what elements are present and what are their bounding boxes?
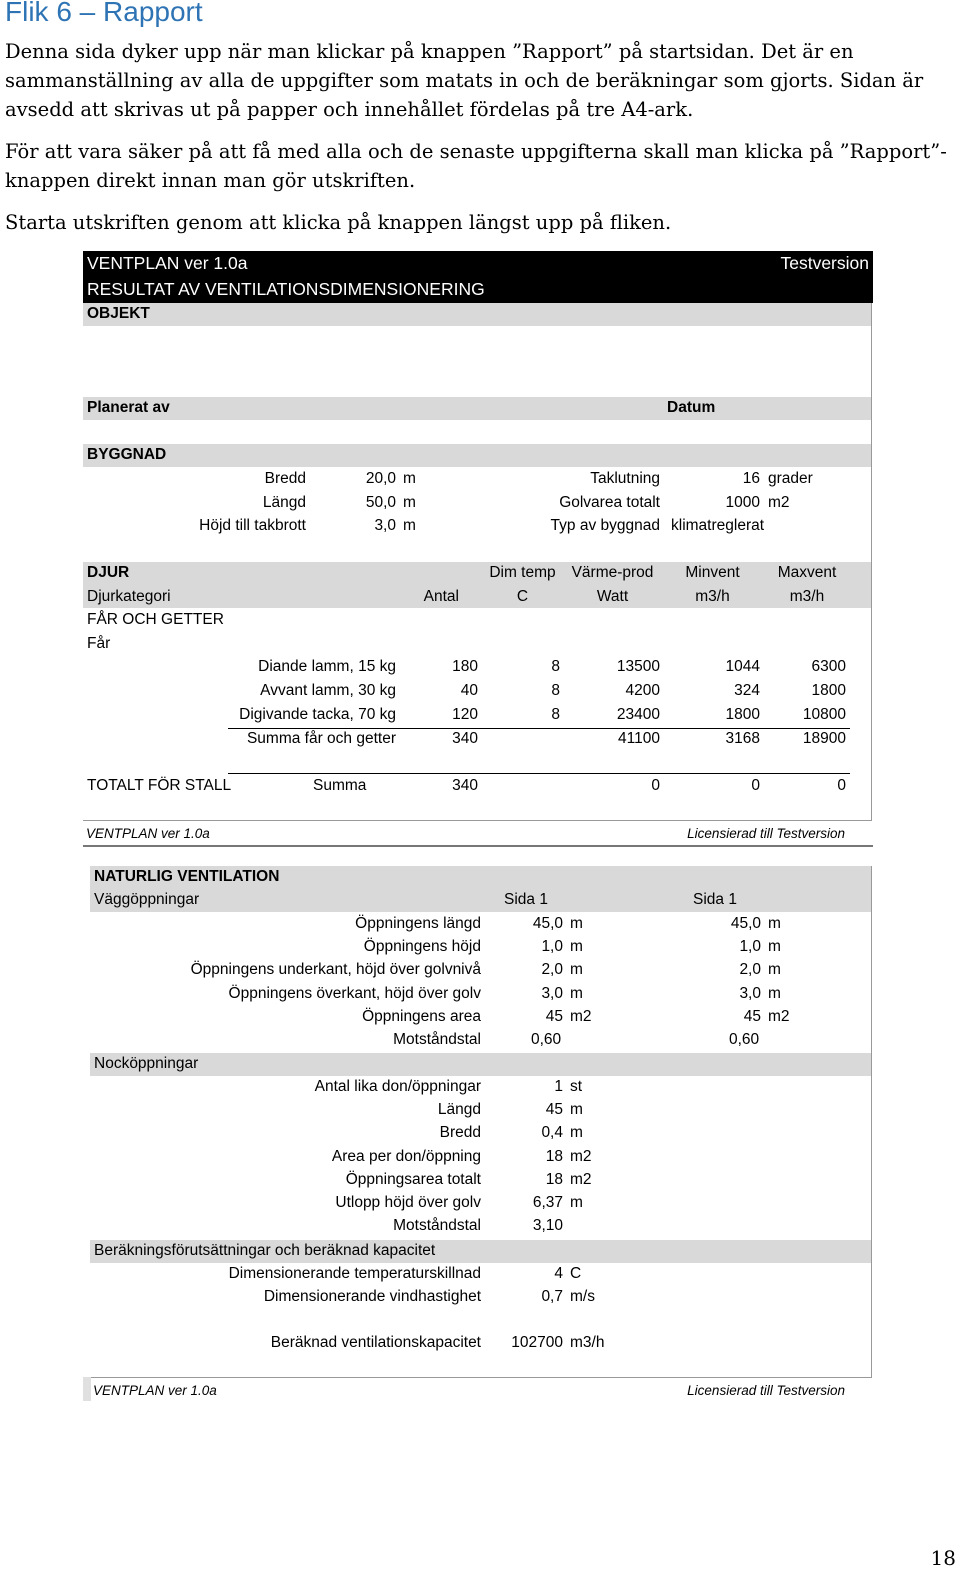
calculation-section-label: Beräkningsförutsättningar och beräknad kapacitet bbox=[94, 1242, 436, 1259]
cell: 340 bbox=[452, 777, 478, 794]
unit: m bbox=[570, 961, 583, 978]
cell: 102700 bbox=[511, 1334, 563, 1351]
byggnad-label: Taklutning bbox=[590, 470, 660, 487]
unit: m bbox=[570, 985, 583, 1002]
row-label: Summa får och getter bbox=[246, 730, 396, 747]
page-heading: Flik 6 – Rapport bbox=[5, 0, 203, 27]
unit: m/s bbox=[570, 1288, 595, 1305]
unit: m bbox=[768, 961, 781, 978]
page-number: 18 bbox=[930, 1546, 956, 1570]
cell: 1800 bbox=[725, 706, 760, 723]
column-header: Dim temp bbox=[489, 564, 556, 581]
row-label: Utlopp höjd över golv bbox=[335, 1194, 481, 1211]
row-label: Motståndstal bbox=[393, 1217, 481, 1234]
side-header: Sida 1 bbox=[504, 891, 548, 908]
cell: 1 bbox=[554, 1078, 563, 1095]
row-label: Öppningens underkant, höjd över golvnivå bbox=[190, 961, 481, 978]
sheet-edge bbox=[83, 1377, 91, 1401]
unit: m2 bbox=[570, 1148, 592, 1165]
app-title: VENTPLAN ver 1.0a bbox=[87, 253, 248, 273]
cell: 8 bbox=[551, 658, 560, 675]
row-label: Antal lika don/öppningar bbox=[314, 1078, 481, 1095]
row-label: Area per don/öppning bbox=[331, 1148, 481, 1165]
cell: 120 bbox=[452, 706, 478, 723]
row-label: Dimensionerande vindhastighet bbox=[263, 1288, 481, 1305]
byggnad-unit: grader bbox=[768, 470, 813, 487]
byggnad-value: 50,0 bbox=[365, 494, 396, 511]
cell: 45 bbox=[545, 1008, 563, 1025]
cell: 0 bbox=[837, 777, 846, 794]
cell: 45,0 bbox=[532, 915, 563, 932]
cell: 0,60 bbox=[729, 1031, 760, 1048]
cell: 4200 bbox=[625, 682, 660, 699]
byggnad-label: Höjd till takbrott bbox=[199, 517, 306, 534]
column-header: Minvent bbox=[685, 564, 740, 581]
row-label: Summa bbox=[313, 777, 367, 794]
footer-right: Licensierad till Testversion bbox=[687, 1383, 845, 1398]
animal-category: FÅR OCH GETTER bbox=[87, 611, 224, 628]
cell: 6300 bbox=[811, 658, 846, 675]
unit: m bbox=[768, 938, 781, 955]
byggnad-value: klimatreglerat bbox=[671, 517, 765, 534]
cell: 45,0 bbox=[730, 915, 761, 932]
byggnad-value: 16 bbox=[742, 470, 760, 487]
cell: 0 bbox=[751, 777, 760, 794]
cell: 0 bbox=[651, 777, 660, 794]
unit: m bbox=[768, 985, 781, 1002]
column-header: Maxvent bbox=[777, 564, 837, 581]
report-frame bbox=[83, 303, 872, 821]
cell: 0,4 bbox=[541, 1124, 563, 1141]
animal-subcategory: Får bbox=[87, 635, 111, 652]
cell: 18 bbox=[545, 1148, 563, 1165]
row-label: Avvant lamm, 30 kg bbox=[260, 682, 396, 699]
column-header: Watt bbox=[596, 588, 629, 605]
byggnad-unit: m bbox=[403, 494, 416, 511]
byggnad-label: Golvarea totalt bbox=[559, 494, 660, 511]
byggnad-value: 3,0 bbox=[374, 517, 396, 534]
byggnad-title: BYGGNAD bbox=[87, 446, 167, 463]
cell: 1044 bbox=[725, 658, 760, 675]
unit: m bbox=[570, 915, 583, 932]
unit: m2 bbox=[570, 1171, 592, 1188]
cell: 0,7 bbox=[541, 1288, 563, 1305]
column-header: Antal bbox=[423, 588, 459, 605]
paragraph-2 bbox=[5, 137, 950, 195]
row-label: Diande lamm, 15 kg bbox=[258, 658, 396, 675]
total-label: TOTALT FÖR STALL bbox=[87, 777, 232, 794]
cell: 3,0 bbox=[739, 985, 761, 1002]
cell: 0,60 bbox=[531, 1031, 562, 1048]
cell: 1,0 bbox=[739, 938, 761, 955]
column-header: Värme-prod bbox=[571, 564, 654, 581]
byggnad-unit: m bbox=[403, 470, 416, 487]
cell: 18 bbox=[545, 1171, 563, 1188]
report-frame bbox=[90, 866, 872, 1378]
cell: 1,0 bbox=[541, 938, 563, 955]
footer-right: Licensierad till Testversion bbox=[687, 826, 845, 841]
paragraph-line: avsedd att skrivas ut på papper och innehållet fördelas på tre A4-ark. bbox=[5, 98, 694, 121]
cell: 3,0 bbox=[541, 985, 563, 1002]
unit: m bbox=[570, 1101, 583, 1118]
objekt-label: OBJEKT bbox=[87, 305, 150, 322]
unit: m bbox=[768, 915, 781, 932]
row-label: Bredd bbox=[439, 1124, 481, 1141]
paragraph-3 bbox=[5, 208, 950, 237]
natural-ventilation-title: NATURLIG VENTILATION bbox=[94, 868, 280, 885]
report-subtitle: RESULTAT AV VENTILATIONSDIMENSIONERING bbox=[87, 279, 485, 299]
djur-title: DJUR bbox=[87, 564, 130, 581]
row-label: Öppningsarea totalt bbox=[345, 1171, 481, 1188]
row-label: Öppningens area bbox=[362, 1008, 481, 1025]
cell: 6,37 bbox=[532, 1194, 563, 1211]
cell: 40 bbox=[460, 682, 478, 699]
row-label: Digivande tacka, 70 kg bbox=[239, 706, 396, 723]
cell: 2,0 bbox=[739, 961, 761, 978]
cell: 3,10 bbox=[532, 1217, 563, 1234]
cell: 1800 bbox=[811, 682, 846, 699]
cell: 340 bbox=[452, 730, 478, 747]
row-label: Beräknad ventilationskapacitet bbox=[270, 1334, 481, 1351]
paragraph-line: knappen direkt innan man gör utskriften. bbox=[5, 169, 416, 192]
byggnad-label: Bredd bbox=[264, 470, 306, 487]
byggnad-unit: m bbox=[403, 517, 416, 534]
unit: m3/h bbox=[570, 1334, 605, 1351]
byggnad-unit: m2 bbox=[768, 494, 790, 511]
unit: C bbox=[570, 1265, 582, 1282]
cell: 4 bbox=[554, 1265, 563, 1282]
unit: m bbox=[570, 938, 583, 955]
paragraph-line: Starta utskriften genom att klicka på knappen längst upp på fliken. bbox=[5, 211, 672, 234]
cell: 8 bbox=[551, 706, 560, 723]
page-break bbox=[83, 845, 873, 847]
cell: 180 bbox=[452, 658, 478, 675]
row-label: Dimensionerande temperaturskillnad bbox=[228, 1265, 481, 1282]
paragraph-line: sammanställning av alla de uppgifter som matats in och de beräkningar som gjorts. Sidan är bbox=[5, 69, 924, 92]
ridge-openings-label: Nocköppningar bbox=[94, 1055, 199, 1072]
unit: m bbox=[570, 1124, 583, 1141]
cell: 324 bbox=[734, 682, 760, 699]
paragraph-line: Denna sida dyker upp när man klickar på knappen ”Rapport” på startsidan. Det är en bbox=[5, 40, 854, 63]
side-header: Sida 1 bbox=[693, 891, 737, 908]
byggnad-value: 1000 bbox=[725, 494, 760, 511]
cell: 45 bbox=[743, 1008, 761, 1025]
cell: 3168 bbox=[725, 730, 760, 747]
wall-openings-label: Väggöppningar bbox=[94, 891, 200, 908]
column-header: C bbox=[516, 588, 529, 605]
unit: m2 bbox=[570, 1008, 592, 1025]
cell: 8 bbox=[551, 682, 560, 699]
unit: st bbox=[570, 1078, 583, 1095]
paragraph-1 bbox=[5, 37, 950, 124]
row-label: Öppningens överkant, höjd över golv bbox=[228, 985, 481, 1002]
row-label: Öppningens längd bbox=[355, 915, 481, 932]
cell: 13500 bbox=[616, 658, 660, 675]
cell: 23400 bbox=[616, 706, 660, 723]
row-label: Öppningens höjd bbox=[363, 938, 481, 955]
paragraph-line: För att vara säker på att få med alla och de senaste uppgifterna skall man klicka på ”Rapport”- bbox=[5, 140, 947, 163]
cell: 41100 bbox=[618, 730, 660, 747]
planerat-av-label: Planerat av bbox=[87, 399, 170, 416]
footer-left: VENTPLAN ver 1.0a bbox=[86, 826, 210, 841]
version-label: Testversion bbox=[780, 253, 869, 273]
column-header: Djurkategori bbox=[87, 588, 171, 605]
footer-left: VENTPLAN ver 1.0a bbox=[93, 1383, 217, 1398]
byggnad-value: 20,0 bbox=[365, 470, 396, 487]
cell: 2,0 bbox=[541, 961, 563, 978]
byggnad-label: Längd bbox=[262, 494, 306, 511]
datum-label: Datum bbox=[667, 399, 716, 416]
row-label: Längd bbox=[437, 1101, 481, 1118]
byggnad-label: Typ av byggnad bbox=[550, 517, 660, 534]
unit: m bbox=[570, 1194, 583, 1211]
column-header: m3/h bbox=[789, 588, 825, 605]
unit: m2 bbox=[768, 1008, 790, 1025]
row-label: Motståndstal bbox=[393, 1031, 481, 1048]
cell: 18900 bbox=[802, 730, 846, 747]
column-header: m3/h bbox=[695, 588, 730, 605]
cell: 10800 bbox=[802, 706, 846, 723]
cell: 45 bbox=[545, 1101, 563, 1118]
